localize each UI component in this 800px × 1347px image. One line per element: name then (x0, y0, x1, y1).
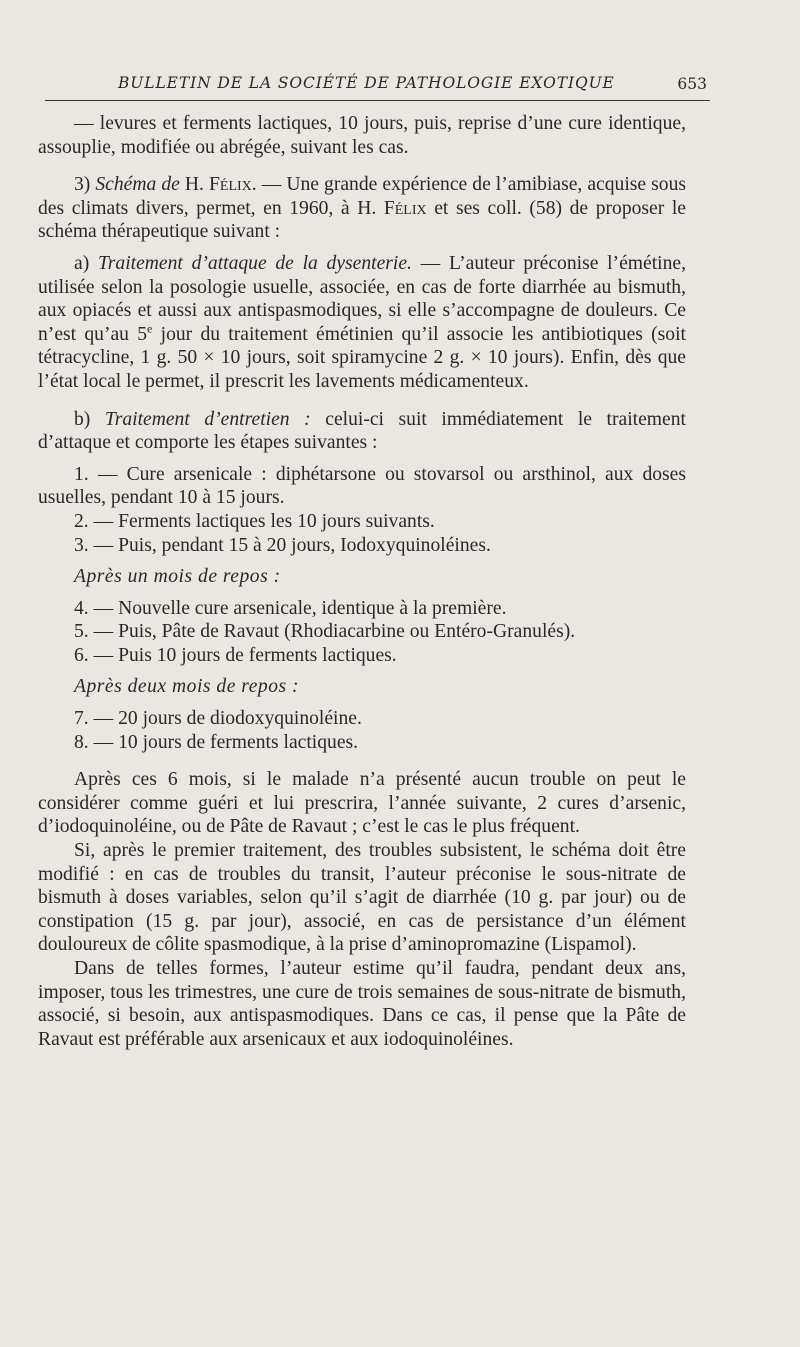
steps-list-3 (38, 707, 686, 754)
list-item: 1. — Cure arsenicale : diphétarsone ou stovarsol ou arsthinol, aux doses usuelles, pendant 10 à 15 jours. (38, 463, 686, 509)
steps-list-2 (38, 597, 686, 668)
section-title: Schéma de (95, 174, 180, 196)
list-item: 3. — Puis, pendant 15 à 20 jours, Iodoxyquinoléines. (74, 534, 491, 556)
entretien-text: celui-ci suit immédiatement le traitement d’attaque et comporte les étapes suivantes : (38, 408, 686, 454)
paragraph-traitement-entretien (38, 408, 686, 455)
article-body (38, 112, 686, 1051)
paragraph-traitement-attaque (38, 252, 686, 394)
list-item: 2. — Ferments lactiques les 10 jours suivants. (74, 510, 435, 532)
paragraph-apres-six-mois: Après ces 6 mois, si le malade n’a présenté aucun trouble on peut le considérer comme guéri et lui prescrira, l’année suivante, 2 cures d’arsenic, d’iodoquinoléine, ou de Pâte de Ravaut ; c’est le cas le plus fréquent. (38, 769, 686, 838)
traitement-entretien-title: Traitement d’entretien : (104, 408, 311, 430)
list-item: 4. — Nouvelle cure arsenicale, identique à la première. (74, 597, 507, 619)
running-title: BULLETIN DE LA SOCIÉTÉ DE PATHOLOGIE EXOTIQUE (118, 74, 615, 92)
item-label-b: b) (74, 408, 91, 430)
list-item: 6. — Puis 10 jours de ferments lactiques. (74, 644, 397, 666)
author-name-2: Félix (383, 197, 427, 219)
author-initial: H. (184, 174, 204, 196)
steps-list-1 (38, 463, 686, 557)
attaque-text-1: — L’auteur préconise l’émétine, utilisée selon la posologie usuelle, associée, en cas de forte diarrhée au bismuth, aux opiacés et aussi aux antispasmodiques, si elle s’accompagne de douleurs. Ce n’est qu’au 5 (38, 252, 686, 345)
paragraph-dans-telles-formes: Dans de telles formes, l’auteur estime qu’il faudra, pendant deux ans, imposer, tous les trimestres, une cure de trois semaines de sous-nitrate de bismuth, associé, si besoin, aux antispasmodiques. Dans ce cas, il pense que la Pâte de Ravaut est préférable aux arsenicaux et aux iodoquinoléines. (38, 958, 686, 1050)
page-header (45, 72, 710, 101)
schema-text-2: et ses coll. (58) de proposer le schéma thérapeutique suivant : (38, 197, 686, 243)
list-item: 5. — Puis, Pâte de Ravaut (Rhodiacarbine ou Entéro-Granulés). (74, 621, 576, 643)
schema-text-1: . — Une grande expérience de l’amibiase, acquise sous des climats divers, permet, en 1960, à H. (38, 174, 686, 219)
subheading-deux-mois: Après deux mois de repos : (74, 676, 300, 698)
superscript-e: e (147, 321, 153, 336)
author-name: Félix (209, 174, 252, 196)
paragraph-schema-felix (38, 173, 686, 244)
list-item: 8. — 10 jours de ferments lactiques. (74, 731, 359, 753)
subheading-un-mois: Après un mois de repos : (74, 566, 281, 588)
list-item: 7. — 20 jours de diodoxyquinoléine. (74, 708, 362, 730)
section-number: 3) (74, 174, 91, 196)
page-number: 653 (677, 75, 707, 93)
paragraph-si-troubles: Si, après le premier traitement, des troubles subsistent, le schéma doit être modifié : en cas de troubles du transit, l’auteur préconise le sous-nitrate de bismuth à doses variables, selon qu’il s’agit de diarrhée (10 g. par jour) ou de constipation (15 g. par jour), associé, en cas de persistance d’un élément douloureux de côlite spasmodique, à la prise d’aminopromazine (Lispamol). (38, 840, 686, 956)
item-label-a: a) (74, 252, 90, 274)
traitement-attaque-title: Traitement d’attaque de la dysenterie. (97, 252, 412, 274)
attaque-text-2: jour du traitement émétinien qu’il associe les antibiotiques (soit tétracycline, 1 g. 50 × 10 jours, soit spiramycine 2 g. × 10 jours). Enfin, dès que l’état local le permet, il prescrit les lavements médicamenteux. (38, 323, 686, 392)
paragraph-levures: — levures et ferments lactiques, 10 jours, puis, reprise d’une cure identique, assouplie, modifiée ou abrégée, suivant les cas. (38, 113, 686, 158)
